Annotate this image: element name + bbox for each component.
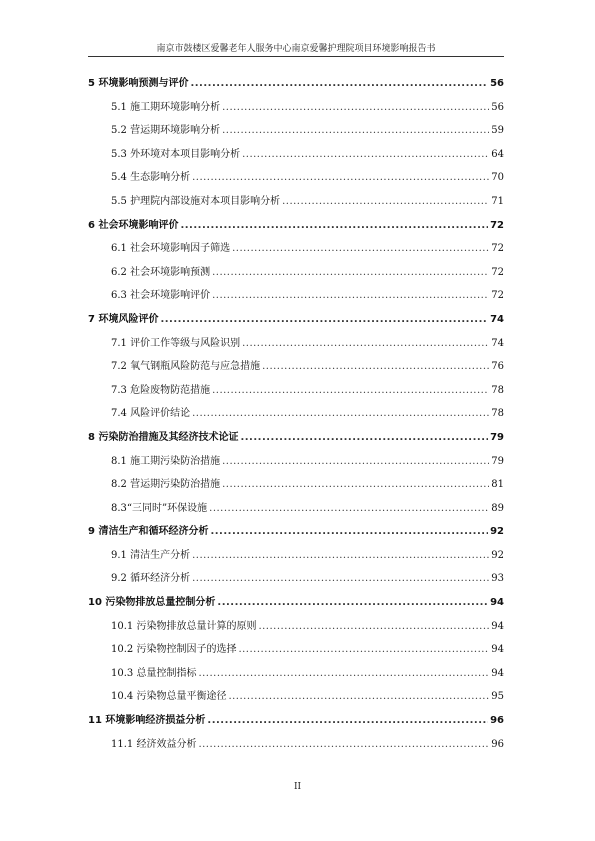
toc-entry-page: 74	[490, 313, 504, 325]
toc-entry-page: 56	[490, 78, 504, 89]
header-rule	[88, 56, 504, 57]
toc-section-entry[interactable]	[88, 381, 504, 405]
table-of-contents	[88, 74, 504, 758]
toc-section-entry[interactable]	[88, 475, 504, 499]
toc-entry-title: 9.1 清洁生产分析	[111, 549, 191, 561]
toc-dot-leader	[192, 408, 489, 419]
toc-entry-title: 5.2 营运期环境影响分析	[111, 125, 221, 137]
toc-section-entry[interactable]	[88, 239, 504, 263]
toc-entry-title: 6.3 社会环境影响评价	[111, 290, 211, 302]
toc-entry-page: 94	[491, 620, 504, 632]
toc-dot-leader	[228, 691, 489, 702]
toc-dot-leader	[198, 739, 489, 750]
toc-section-entry[interactable]	[88, 687, 504, 711]
toc-entry-page: 74	[491, 337, 504, 349]
toc-dot-leader	[190, 78, 488, 89]
toc-entry-title: 6 社会环境影响评价	[88, 219, 179, 231]
toc-dot-leader	[282, 196, 489, 207]
toc-entry-page: 56	[491, 101, 504, 113]
toc-dot-leader	[212, 385, 489, 396]
toc-chapter-entry[interactable]	[88, 522, 504, 546]
toc-entry-title: 10.2 污染物控制因子的选择	[111, 644, 237, 656]
running-header: 南京市鼓楼区爱馨老年人服务中心南京爱馨护理院项目环境影响报告书	[156, 44, 436, 54]
toc-section-entry[interactable]	[88, 192, 504, 216]
toc-dot-leader	[232, 243, 489, 254]
toc-entry-page: 92	[491, 549, 504, 561]
toc-dot-leader	[210, 526, 488, 537]
toc-entry-page: 94	[490, 597, 504, 609]
toc-entry-title: 8 污染防治措施及其经济技术论证	[88, 431, 239, 443]
toc-entry-page: 94	[491, 644, 504, 656]
toc-entry-page: 79	[490, 431, 504, 443]
toc-section-entry[interactable]	[88, 617, 504, 641]
toc-dot-leader	[242, 338, 489, 349]
toc-entry-page: 72	[491, 243, 504, 255]
toc-entry-page: 76	[491, 361, 504, 373]
toc-entry-page: 72	[491, 266, 504, 278]
toc-dot-leader	[238, 644, 489, 655]
toc-entry-title: 10.1 污染物排放总量计算的原则	[111, 620, 257, 632]
toc-entry-title: 5.1 施工期环境影响分析	[111, 101, 221, 113]
toc-dot-leader	[240, 432, 488, 443]
toc-section-entry[interactable]	[88, 145, 504, 169]
toc-section-entry[interactable]	[88, 168, 504, 192]
toc-dot-leader	[209, 503, 489, 514]
toc-entry-title: 10 污染物排放总量控制分析	[88, 597, 216, 609]
toc-chapter-entry[interactable]	[88, 216, 504, 240]
toc-section-entry[interactable]	[88, 286, 504, 310]
toc-dot-leader	[222, 479, 489, 490]
toc-section-entry[interactable]	[88, 735, 504, 759]
page-number: II	[293, 782, 302, 792]
toc-entry-title: 7.2 氧气钢瓶风险防范与应急措施	[111, 361, 261, 373]
toc-chapter-entry[interactable]	[88, 428, 504, 452]
toc-entry-title: 11 环境影响经济损益分析	[88, 715, 206, 727]
toc-entry-page: 95	[491, 691, 504, 703]
toc-dot-leader	[262, 361, 489, 372]
toc-entry-title: 5.5 护理院内部设施对本项目影响分析	[111, 195, 281, 207]
toc-entry-page: 93	[491, 573, 504, 585]
toc-dot-leader	[198, 668, 489, 679]
toc-entry-title: 6.2 社会环境影响预测	[111, 266, 211, 278]
toc-section-entry[interactable]	[88, 357, 504, 381]
toc-entry-page: 72	[491, 290, 504, 302]
toc-section-entry[interactable]	[88, 640, 504, 664]
toc-section-entry[interactable]	[88, 121, 504, 145]
toc-entry-title: 8.1 施工期污染防治措施	[111, 455, 221, 467]
toc-entry-page: 78	[491, 408, 504, 420]
toc-entry-page: 79	[491, 455, 504, 467]
toc-entry-page: 72	[490, 219, 504, 231]
toc-entry-title: 7.4 风险评价结论	[111, 408, 191, 420]
toc-dot-leader	[222, 125, 489, 136]
toc-entry-page: 96	[491, 738, 504, 750]
toc-entry-title: 8.3“三同时”环保设施	[111, 502, 208, 514]
toc-section-entry[interactable]	[88, 546, 504, 570]
toc-entry-page: 59	[491, 125, 504, 137]
toc-entry-title: 8.2 营运期污染防治措施	[111, 479, 221, 491]
toc-section-entry[interactable]	[88, 334, 504, 358]
toc-chapter-entry[interactable]	[88, 711, 504, 735]
toc-dot-leader	[242, 149, 489, 160]
toc-dot-leader	[212, 267, 489, 278]
toc-section-entry[interactable]	[88, 98, 504, 122]
toc-section-entry[interactable]	[88, 404, 504, 428]
toc-section-entry[interactable]	[88, 263, 504, 287]
toc-entry-page: 92	[490, 526, 504, 538]
toc-dot-leader	[192, 172, 489, 183]
toc-entry-title: 6.1 社会环境影响因子筛选	[111, 243, 231, 255]
toc-dot-leader	[192, 550, 489, 561]
toc-section-entry[interactable]	[88, 499, 504, 523]
toc-chapter-entry[interactable]	[88, 74, 504, 98]
toc-dot-leader	[217, 597, 488, 608]
toc-chapter-entry[interactable]	[88, 593, 504, 617]
toc-entry-title: 5 环境影响预测与评价	[88, 78, 189, 89]
toc-section-entry[interactable]	[88, 569, 504, 593]
toc-section-entry[interactable]	[88, 452, 504, 476]
toc-dot-leader	[258, 621, 489, 632]
toc-entry-title: 7.3 危险废物防范措施	[111, 384, 211, 396]
toc-entry-page: 89	[491, 502, 504, 514]
toc-entry-page: 78	[491, 384, 504, 396]
toc-entry-page: 71	[491, 195, 504, 207]
toc-entry-page: 70	[491, 172, 504, 184]
toc-entry-page: 64	[491, 148, 504, 160]
toc-entry-page: 96	[490, 715, 504, 727]
toc-dot-leader	[160, 314, 488, 325]
toc-entry-title: 7 环境风险评价	[88, 313, 159, 325]
toc-dot-leader	[222, 102, 489, 113]
toc-entry-page: 81	[491, 479, 504, 491]
toc-entry-title: 10.3 总量控制指标	[111, 667, 197, 679]
toc-chapter-entry[interactable]	[88, 310, 504, 334]
toc-dot-leader	[180, 220, 488, 231]
toc-entry-title: 5.3 外环境对本项目影响分析	[111, 148, 241, 160]
toc-entry-page: 94	[491, 667, 504, 679]
toc-dot-leader	[222, 456, 489, 467]
toc-dot-leader	[207, 715, 488, 726]
toc-entry-title: 9.2 循环经济分析	[111, 573, 191, 585]
toc-section-entry[interactable]	[88, 664, 504, 688]
toc-dot-leader	[192, 573, 489, 584]
toc-entry-title: 10.4 污染物总量平衡途径	[111, 691, 227, 703]
toc-dot-leader	[212, 290, 489, 301]
toc-entry-title: 7.1 评价工作等级与风险识别	[111, 337, 241, 349]
toc-entry-title: 11.1 经济效益分析	[111, 738, 197, 750]
toc-entry-title: 9 清洁生产和循环经济分析	[88, 526, 209, 538]
toc-entry-title: 5.4 生态影响分析	[111, 172, 191, 184]
